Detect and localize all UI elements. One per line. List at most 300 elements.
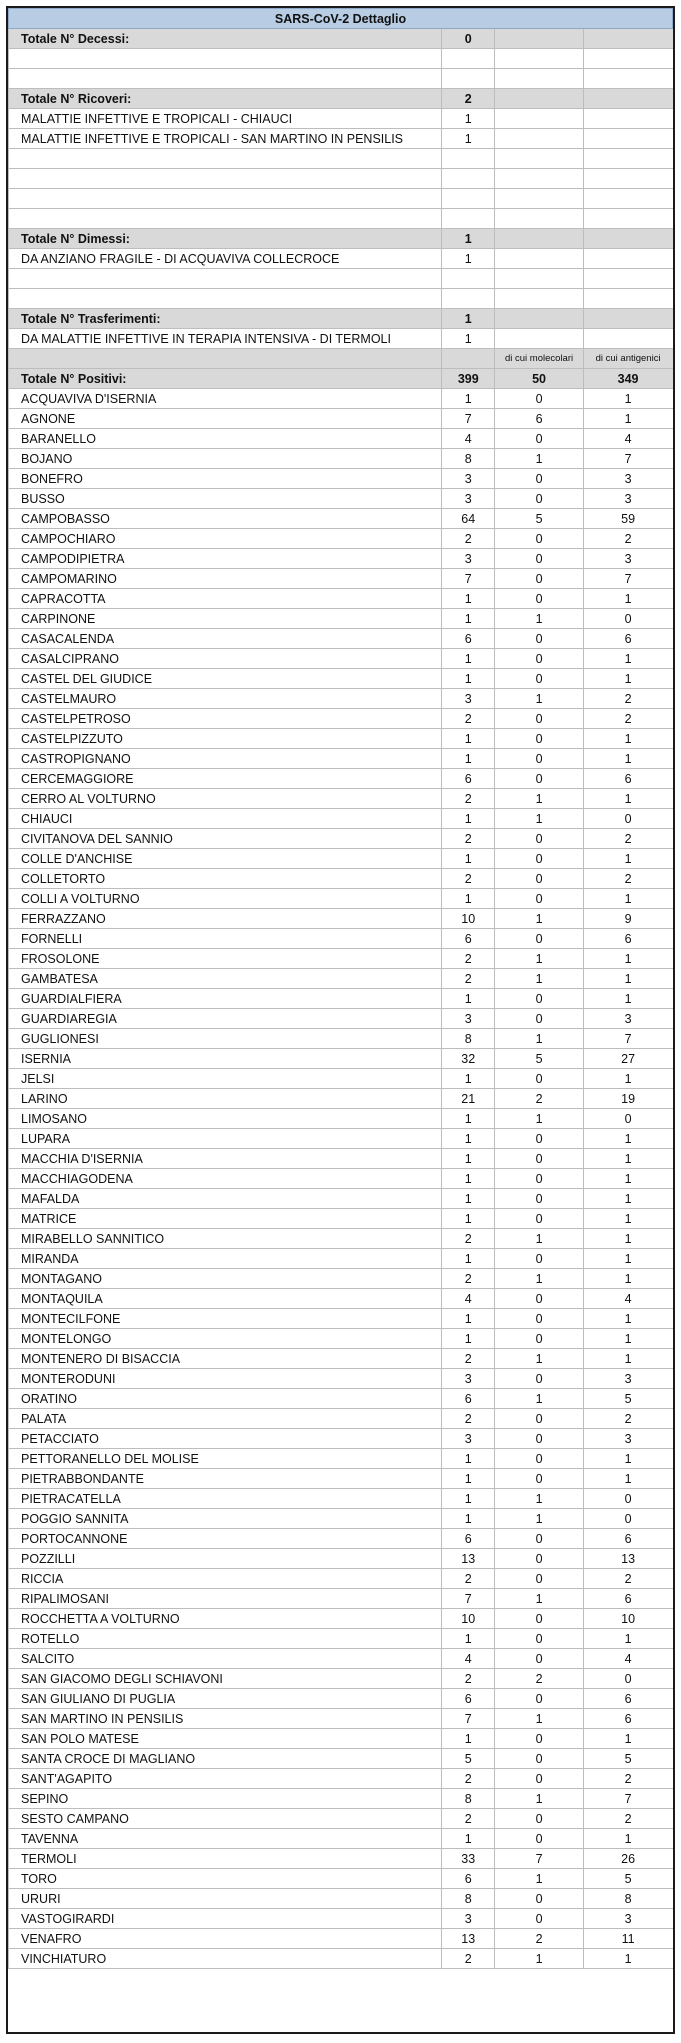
municipality-name: SAN GIACOMO DEGLI SCHIAVONI [9, 1669, 442, 1689]
municipality-row [9, 1469, 673, 1489]
municipality-name: MONTERODUNI [9, 1369, 442, 1389]
molecular-count: 1 [495, 689, 583, 709]
positive-count: 13 [442, 1549, 495, 1569]
municipality-name: MIRABELLO SANNITICO [9, 1229, 442, 1249]
blank-cell [442, 349, 495, 369]
blank-cell [442, 169, 495, 189]
municipality-row [9, 809, 673, 829]
blank-cell [9, 209, 442, 229]
municipality-row [9, 1789, 673, 1809]
municipality-row [9, 1089, 673, 1109]
municipality-row [9, 1269, 673, 1289]
positive-count: 8 [442, 1789, 495, 1809]
municipality-name: MAFALDA [9, 1189, 442, 1209]
blank-cell [495, 249, 583, 269]
municipality-row [9, 1029, 673, 1049]
municipality-name: VINCHIATURO [9, 1949, 442, 1969]
positive-count: 1 [442, 649, 495, 669]
detail-count: 1 [442, 329, 495, 349]
antigenic-count: 1 [583, 1269, 672, 1289]
antigenic-count: 0 [583, 609, 672, 629]
positive-count: 1 [442, 1829, 495, 1849]
blank-cell [9, 269, 442, 289]
deaths-header [9, 29, 673, 49]
antigenic-count: 1 [583, 409, 672, 429]
positive-count: 1 [442, 1069, 495, 1089]
municipality-name: MIRANDA [9, 1249, 442, 1269]
municipality-row [9, 1589, 673, 1609]
municipality-row [9, 829, 673, 849]
municipality-row [9, 1769, 673, 1789]
molecular-total: 50 [495, 369, 583, 389]
molecular-count: 0 [495, 829, 583, 849]
blank-cell [495, 329, 583, 349]
molecular-count: 1 [495, 1509, 583, 1529]
blank-cell [9, 69, 442, 89]
municipality-name: MACCHIAGODENA [9, 1169, 442, 1189]
positive-count: 5 [442, 1749, 495, 1769]
blank-cell [495, 289, 583, 309]
municipality-name: FORNELLI [9, 929, 442, 949]
antigenic-count: 0 [583, 1669, 672, 1689]
blank-row [9, 69, 673, 89]
positive-count: 1 [442, 1209, 495, 1229]
positive-count: 6 [442, 769, 495, 789]
antigenic-count: 7 [583, 569, 672, 589]
municipality-name: MONTAGANO [9, 1269, 442, 1289]
molecular-count: 0 [495, 1889, 583, 1909]
blank-cell [9, 169, 442, 189]
positive-count: 2 [442, 829, 495, 849]
positive-count: 4 [442, 429, 495, 449]
municipality-name: GUARDIAREGIA [9, 1009, 442, 1029]
municipality-row [9, 1069, 673, 1089]
molecular-count: 0 [495, 429, 583, 449]
molecular-count: 0 [495, 669, 583, 689]
blank-cell [495, 229, 583, 249]
blank-cell [583, 129, 672, 149]
molecular-count: 0 [495, 1549, 583, 1569]
molecular-count: 1 [495, 609, 583, 629]
molecular-count: 7 [495, 1849, 583, 1869]
municipality-name: CERRO AL VOLTURNO [9, 789, 442, 809]
antigenic-count: 1 [583, 669, 672, 689]
municipality-row [9, 569, 673, 589]
municipality-row [9, 1649, 673, 1669]
antigenic-count: 7 [583, 1789, 672, 1809]
antigenic-count: 0 [583, 1489, 672, 1509]
municipality-name: TAVENNA [9, 1829, 442, 1849]
antigenic-count: 1 [583, 1829, 672, 1849]
blank-cell [583, 169, 672, 189]
municipality-name: MONTECILFONE [9, 1309, 442, 1329]
positive-count: 1 [442, 1509, 495, 1529]
molecular-count: 0 [495, 1009, 583, 1029]
antigenic-count: 1 [583, 1469, 672, 1489]
municipality-name: PETTORANELLO DEL MOLISE [9, 1449, 442, 1469]
positive-count: 3 [442, 1429, 495, 1449]
antigenic-count: 6 [583, 629, 672, 649]
antigenic-count: 2 [583, 829, 672, 849]
molecular-count: 0 [495, 1189, 583, 1209]
positive-count: 2 [442, 1409, 495, 1429]
blank-row [9, 169, 673, 189]
municipality-row [9, 1109, 673, 1129]
molecular-count: 1 [495, 1029, 583, 1049]
detail-table [8, 8, 673, 1969]
positive-count: 1 [442, 1249, 495, 1269]
antigenic-count: 1 [583, 989, 672, 1009]
municipality-row [9, 1309, 673, 1329]
positive-count: 1 [442, 889, 495, 909]
municipality-name: SANT'AGAPITO [9, 1769, 442, 1789]
molecular-count: 0 [495, 1569, 583, 1589]
molecular-count: 0 [495, 1809, 583, 1829]
municipality-name: CARPINONE [9, 609, 442, 629]
municipality-row [9, 449, 673, 469]
antigenic-count: 5 [583, 1869, 672, 1889]
molecular-count: 1 [495, 1269, 583, 1289]
molecular-count: 1 [495, 1389, 583, 1409]
antigenic-count: 2 [583, 869, 672, 889]
municipality-row [9, 1689, 673, 1709]
municipality-row [9, 1429, 673, 1449]
section-total: 1 [442, 229, 495, 249]
municipality-row [9, 1709, 673, 1729]
antigenic-count: 1 [583, 1329, 672, 1349]
municipality-row [9, 1509, 673, 1529]
municipality-name: SAN GIULIANO DI PUGLIA [9, 1689, 442, 1709]
molecular-count: 0 [495, 1309, 583, 1329]
antigenic-total: 349 [583, 369, 672, 389]
positive-count: 1 [442, 1149, 495, 1169]
discharged-header [9, 229, 673, 249]
municipality-row [9, 1349, 673, 1369]
antigenic-count: 3 [583, 1429, 672, 1449]
positive-count: 6 [442, 629, 495, 649]
municipality-row [9, 1829, 673, 1849]
municipality-name: PALATA [9, 1409, 442, 1429]
municipality-row [9, 589, 673, 609]
positive-count: 6 [442, 1869, 495, 1889]
detail-count: 1 [442, 129, 495, 149]
antigenic-count: 1 [583, 1149, 672, 1169]
municipality-row [9, 1369, 673, 1389]
antigenic-count: 0 [583, 1509, 672, 1529]
municipality-name: MONTENERO DI BISACCIA [9, 1349, 442, 1369]
antigenic-count: 59 [583, 509, 672, 529]
municipality-name: SEPINO [9, 1789, 442, 1809]
molecular-count: 0 [495, 749, 583, 769]
detail-label: MALATTIE INFETTIVE E TROPICALI - CHIAUCI [9, 109, 442, 129]
antigenic-count: 0 [583, 809, 672, 829]
municipality-row [9, 1529, 673, 1549]
blank-cell [442, 49, 495, 69]
antigenic-count: 2 [583, 529, 672, 549]
positive-count: 1 [442, 809, 495, 829]
molecular-count: 0 [495, 389, 583, 409]
molecular-count: 0 [495, 629, 583, 649]
detail-row [9, 329, 673, 349]
municipality-name: TERMOLI [9, 1849, 442, 1869]
municipality-row [9, 1749, 673, 1769]
municipality-row [9, 949, 673, 969]
molecular-count: 0 [495, 929, 583, 949]
positive-count: 1 [442, 1329, 495, 1349]
transfers-header [9, 309, 673, 329]
positive-count: 1 [442, 669, 495, 689]
municipality-row [9, 1289, 673, 1309]
antigenic-count: 1 [583, 1129, 672, 1149]
municipality-row [9, 709, 673, 729]
municipality-name: CASTELMAURO [9, 689, 442, 709]
positive-count: 1 [442, 389, 495, 409]
antigenic-count: 1 [583, 849, 672, 869]
positive-count: 1 [442, 1469, 495, 1489]
positive-count: 6 [442, 1389, 495, 1409]
municipality-name: SAN POLO MATESE [9, 1729, 442, 1749]
municipality-row [9, 609, 673, 629]
antigenic-column-header: di cui antigenici [583, 349, 672, 369]
positive-count: 1 [442, 1169, 495, 1189]
municipality-row [9, 1249, 673, 1269]
municipality-row [9, 749, 673, 769]
positive-count: 3 [442, 489, 495, 509]
municipality-name: GUARDIALFIERA [9, 989, 442, 1009]
municipality-row [9, 1909, 673, 1929]
positive-count: 3 [442, 469, 495, 489]
detail-count: 1 [442, 109, 495, 129]
blank-cell [442, 209, 495, 229]
municipality-row [9, 409, 673, 429]
municipality-row [9, 529, 673, 549]
blank-cell [9, 49, 442, 69]
section-label: Totale N° Trasferimenti: [9, 309, 442, 329]
blank-row [9, 189, 673, 209]
positive-count: 2 [442, 1669, 495, 1689]
blank-cell [583, 149, 672, 169]
molecular-count: 0 [495, 989, 583, 1009]
municipality-row [9, 1489, 673, 1509]
municipality-name: PETACCIATO [9, 1429, 442, 1449]
municipality-row [9, 1049, 673, 1069]
municipality-name: ORATINO [9, 1389, 442, 1409]
section-total: 1 [442, 309, 495, 329]
municipality-name: ISERNIA [9, 1049, 442, 1069]
municipality-name: SAN MARTINO IN PENSILIS [9, 1709, 442, 1729]
section-label: Totale N° Positivi: [9, 369, 442, 389]
municipality-row [9, 1189, 673, 1209]
antigenic-count: 2 [583, 1809, 672, 1829]
municipality-name: BOJANO [9, 449, 442, 469]
blank-cell [495, 109, 583, 129]
molecular-count: 0 [495, 729, 583, 749]
antigenic-count: 5 [583, 1389, 672, 1409]
molecular-count: 0 [495, 1909, 583, 1929]
molecular-count: 0 [495, 1409, 583, 1429]
municipality-row [9, 769, 673, 789]
section-label: Totale N° Decessi: [9, 29, 442, 49]
positive-count: 4 [442, 1289, 495, 1309]
positive-count: 6 [442, 929, 495, 949]
antigenic-count: 2 [583, 1569, 672, 1589]
blank-cell [9, 289, 442, 309]
municipality-row [9, 849, 673, 869]
positives-subheader [9, 349, 673, 369]
municipality-row [9, 969, 673, 989]
municipality-name: URURI [9, 1889, 442, 1909]
molecular-count: 0 [495, 1629, 583, 1649]
blank-cell [9, 349, 442, 369]
blank-cell [9, 149, 442, 169]
antigenic-count: 0 [583, 1109, 672, 1129]
municipality-name: MATRICE [9, 1209, 442, 1229]
section-total: 2 [442, 89, 495, 109]
molecular-count: 0 [495, 489, 583, 509]
blank-cell [495, 69, 583, 89]
antigenic-count: 1 [583, 1209, 672, 1229]
molecular-count: 2 [495, 1669, 583, 1689]
positive-count: 2 [442, 1949, 495, 1969]
positive-count: 2 [442, 1769, 495, 1789]
municipality-row [9, 549, 673, 569]
blank-cell [495, 129, 583, 149]
municipality-row [9, 669, 673, 689]
blank-cell [583, 49, 672, 69]
positive-count: 1 [442, 589, 495, 609]
molecular-count: 1 [495, 909, 583, 929]
municipality-name: CASTELPETROSO [9, 709, 442, 729]
municipality-name: BUSSO [9, 489, 442, 509]
municipality-row [9, 1729, 673, 1749]
molecular-column-header: di cui molecolari [495, 349, 583, 369]
blank-cell [442, 189, 495, 209]
antigenic-count: 7 [583, 1029, 672, 1049]
molecular-count: 1 [495, 789, 583, 809]
antigenic-count: 1 [583, 729, 672, 749]
municipality-name: CAMPOBASSO [9, 509, 442, 529]
municipality-name: CAMPOCHIARO [9, 529, 442, 549]
molecular-count: 0 [495, 1369, 583, 1389]
municipality-row [9, 1389, 673, 1409]
antigenic-count: 1 [583, 1069, 672, 1089]
municipality-name: CASACALENDA [9, 629, 442, 649]
title-row [9, 9, 673, 29]
municipality-name: GAMBATESA [9, 969, 442, 989]
positives-total: 399 [442, 369, 495, 389]
municipality-name: ROCCHETTA A VOLTURNO [9, 1609, 442, 1629]
positive-count: 2 [442, 1229, 495, 1249]
positive-count: 64 [442, 509, 495, 529]
antigenic-count: 6 [583, 929, 672, 949]
municipality-row [9, 1229, 673, 1249]
section-total: 0 [442, 29, 495, 49]
antigenic-count: 6 [583, 769, 672, 789]
molecular-count: 0 [495, 1609, 583, 1629]
blank-cell [583, 109, 672, 129]
municipality-row [9, 1929, 673, 1949]
antigenic-count: 2 [583, 1409, 672, 1429]
municipality-row [9, 1809, 673, 1829]
municipality-name: BARANELLO [9, 429, 442, 449]
molecular-count: 0 [495, 1689, 583, 1709]
molecular-count: 0 [495, 1069, 583, 1089]
molecular-count: 0 [495, 1429, 583, 1449]
antigenic-count: 3 [583, 469, 672, 489]
molecular-count: 0 [495, 529, 583, 549]
detail-row [9, 249, 673, 269]
municipality-name: CAMPODIPIETRA [9, 549, 442, 569]
positive-count: 2 [442, 1569, 495, 1589]
antigenic-count: 3 [583, 1009, 672, 1029]
municipality-row [9, 1849, 673, 1869]
antigenic-count: 1 [583, 1229, 672, 1249]
blank-cell [583, 269, 672, 289]
municipality-name: LUPARA [9, 1129, 442, 1149]
positive-count: 1 [442, 1729, 495, 1749]
municipality-name: MONTAQUILA [9, 1289, 442, 1309]
positive-count: 2 [442, 1809, 495, 1829]
antigenic-count: 19 [583, 1089, 672, 1109]
municipality-name: PIETRABBONDANTE [9, 1469, 442, 1489]
blank-cell [442, 269, 495, 289]
detail-label: DA MALATTIE INFETTIVE IN TERAPIA INTENSIVA - DI TERMOLI [9, 329, 442, 349]
positive-count: 1 [442, 1489, 495, 1509]
molecular-count: 1 [495, 809, 583, 829]
molecular-count: 0 [495, 1329, 583, 1349]
municipality-row [9, 989, 673, 1009]
antigenic-count: 4 [583, 1649, 672, 1669]
positive-count: 2 [442, 869, 495, 889]
antigenic-count: 1 [583, 969, 672, 989]
molecular-count: 1 [495, 1229, 583, 1249]
molecular-count: 2 [495, 1929, 583, 1949]
antigenic-count: 1 [583, 1449, 672, 1469]
molecular-count: 1 [495, 1489, 583, 1509]
antigenic-count: 1 [583, 589, 672, 609]
blank-cell [583, 329, 672, 349]
antigenic-count: 2 [583, 689, 672, 709]
positive-count: 3 [442, 549, 495, 569]
positive-count: 3 [442, 1909, 495, 1929]
positive-count: 2 [442, 969, 495, 989]
positive-count: 32 [442, 1049, 495, 1069]
molecular-count: 1 [495, 969, 583, 989]
municipality-name: MONTELONGO [9, 1329, 442, 1349]
municipality-name: GUGLIONESI [9, 1029, 442, 1049]
blank-cell [583, 209, 672, 229]
antigenic-count: 1 [583, 1349, 672, 1369]
antigenic-count: 1 [583, 789, 672, 809]
blank-cell [442, 289, 495, 309]
blank-row [9, 209, 673, 229]
municipality-name: FROSOLONE [9, 949, 442, 969]
municipality-name: CIVITANOVA DEL SANNIO [9, 829, 442, 849]
molecular-count: 1 [495, 1709, 583, 1729]
positive-count: 7 [442, 409, 495, 429]
molecular-count: 1 [495, 1109, 583, 1129]
molecular-count: 0 [495, 1729, 583, 1749]
municipality-row [9, 429, 673, 449]
municipality-name: SESTO CAMPANO [9, 1809, 442, 1829]
positive-count: 1 [442, 1129, 495, 1149]
molecular-count: 0 [495, 469, 583, 489]
blank-cell [495, 269, 583, 289]
municipality-name: MACCHIA D'ISERNIA [9, 1149, 442, 1169]
molecular-count: 1 [495, 949, 583, 969]
antigenic-count: 1 [583, 949, 672, 969]
municipality-row [9, 1449, 673, 1469]
